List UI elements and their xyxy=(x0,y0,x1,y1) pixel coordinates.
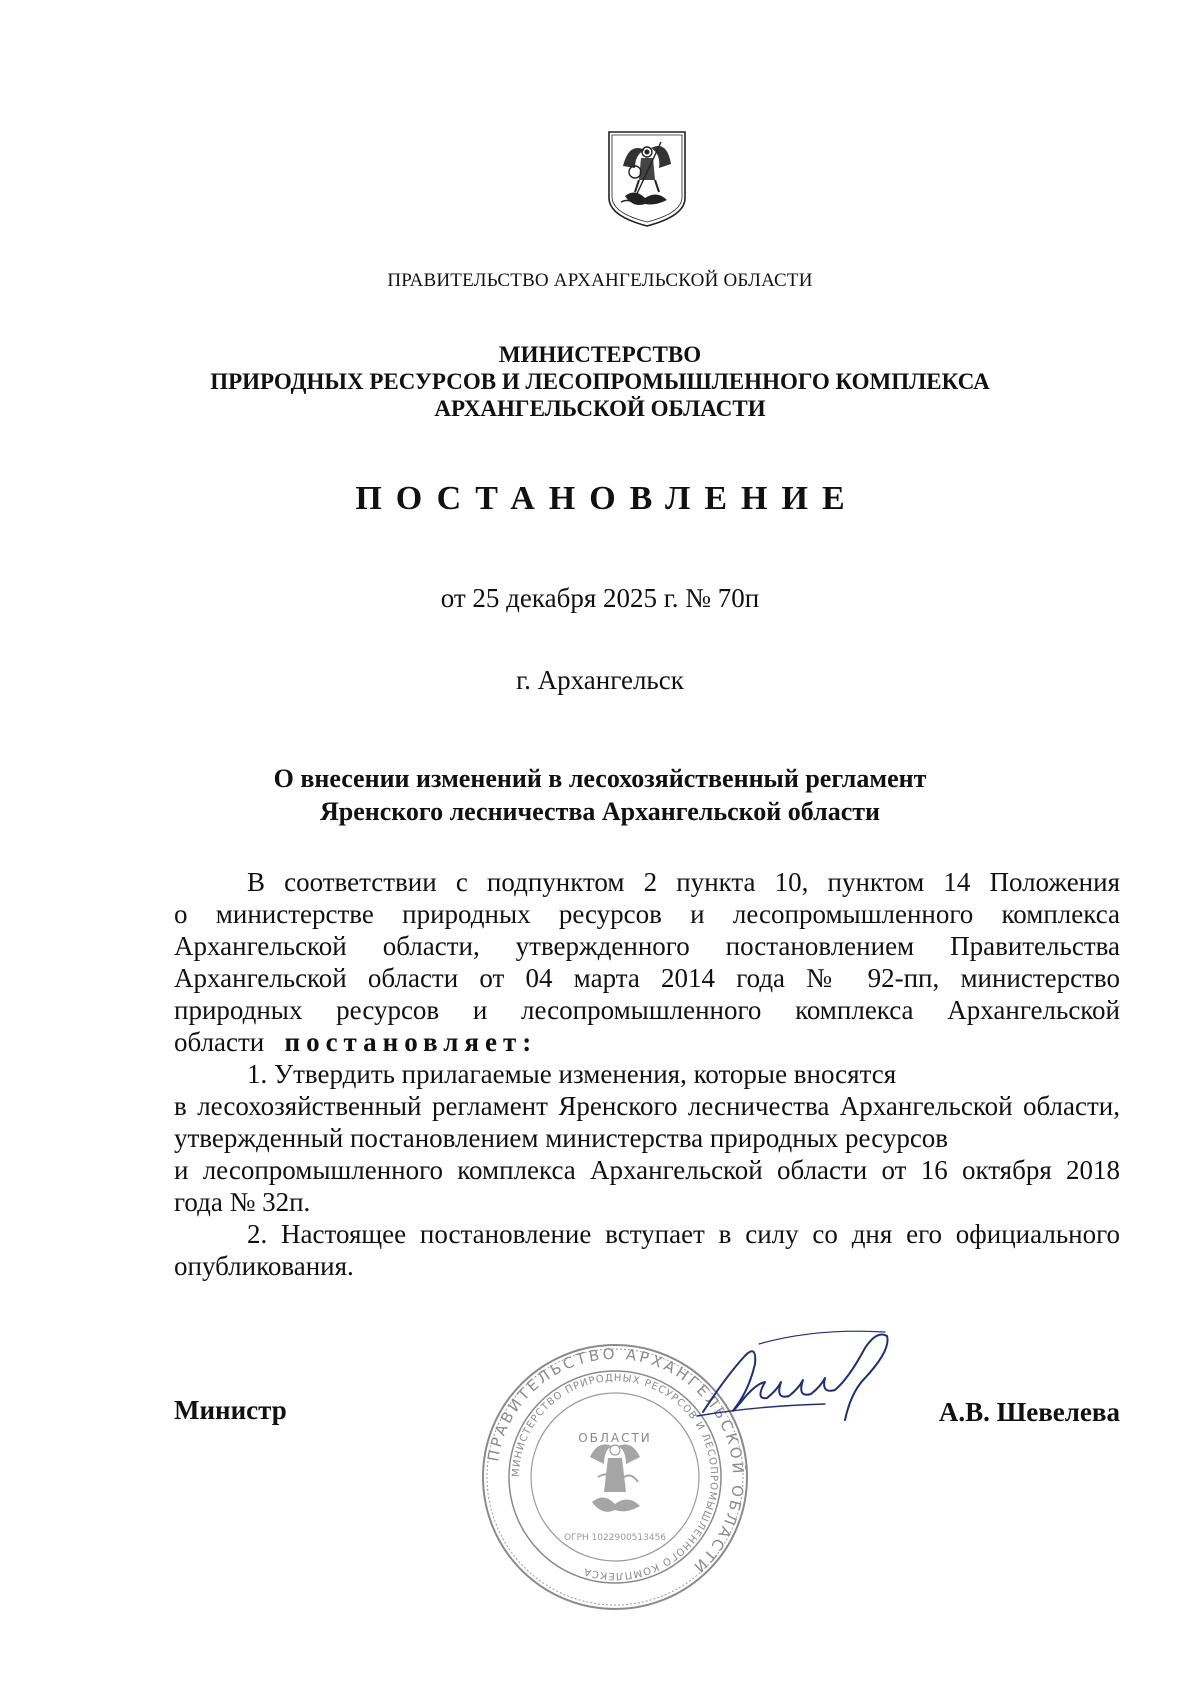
subject-line-2: Яренского лесничества Архангельской области xyxy=(319,797,880,826)
seal-mid-text: ОБЛАСТИ xyxy=(578,1431,652,1445)
item-1-line: в лесохозяйственный регламент Яренского лесничества Архангельской области, xyxy=(174,1091,1120,1121)
ministry-heading-line-1: МИНИСТЕРСТВО xyxy=(498,342,702,367)
item-1-line: 1. Утвердить прилагаемые изменения, которые вносятся xyxy=(247,1059,897,1089)
resolves-word: постановляет: xyxy=(284,1027,538,1057)
coat-of-arms-icon xyxy=(605,128,689,230)
document-city: г. Архангельск xyxy=(516,665,684,695)
ministry-heading-line-3: АРХАНГЕЛЬСКОЙ ОБЛАСТИ xyxy=(434,396,766,421)
preamble-line: о министерстве природных ресурсов и лесопромышленного комплекса xyxy=(174,899,1120,929)
signatory-position: Министр xyxy=(174,1395,287,1425)
document-body xyxy=(174,866,1120,1282)
seal-emblem-icon xyxy=(590,1444,640,1511)
preamble-line: Архангельской области, утвержденного постановлением Правительства xyxy=(174,931,1120,961)
seal-inner-text: МИНИСТЕРСТВО ПРИРОДНЫХ РЕСУРСОВ И ЛЕСОПРОМЫШЛЕННОГО КОМПЛЕКСА xyxy=(510,1372,720,1582)
seal-outer-text: ПРАВИТЕЛЬСТВО АРХАНГЕЛЬСКОЙ ОБЛАСТИ xyxy=(483,1344,748,1578)
seal-number-text: ОГРН 1022900513456 xyxy=(563,1533,667,1543)
preamble-last-prefix: области xyxy=(174,1027,265,1057)
document-date-number: от 25 декабря 2025 г. № 70п xyxy=(440,583,760,613)
item-2-line: 2. Настоящее постановление вступает в силу со дня его официального xyxy=(247,1219,1120,1249)
document-type-title: ПОСТАНОВЛЕНИЕ xyxy=(355,480,859,517)
preamble-line: Архангельской области от 04 марта 2014 года № 92-пп, министерство xyxy=(174,963,1120,993)
government-heading: ПРАВИТЕЛЬСТВО АРХАНГЕЛЬСКОЙ ОБЛАСТИ xyxy=(387,270,813,291)
preamble-line: В соответствии с подпунктом 2 пункта 10, пунктом 14 Положения xyxy=(247,867,1120,897)
signatory-name: А.В. Шевелева xyxy=(938,1397,1120,1427)
preamble-final-line xyxy=(174,1026,1120,1058)
item-1-line: и лесопромышленного комплекса Архангельской области от 16 октября 2018 xyxy=(174,1155,1120,1185)
item-1-line: утвержденный постановлением министерства природных ресурсов xyxy=(174,1123,949,1153)
item-2-line: опубликования. xyxy=(174,1251,354,1281)
item-1-line: года № 32п. xyxy=(174,1187,311,1217)
ministry-heading-line-2: ПРИРОДНЫХ РЕСУРСОВ И ЛЕСОПРОМЫШЛЕННОГО КОМПЛЕКСА xyxy=(210,369,990,394)
subject-line-1: О внесении изменений в лесохозяйственный регламент xyxy=(273,764,927,793)
preamble-line: природных ресурсов и лесопромышленного комплекса Архангельской xyxy=(174,995,1120,1025)
handwritten-signature xyxy=(695,1320,915,1430)
